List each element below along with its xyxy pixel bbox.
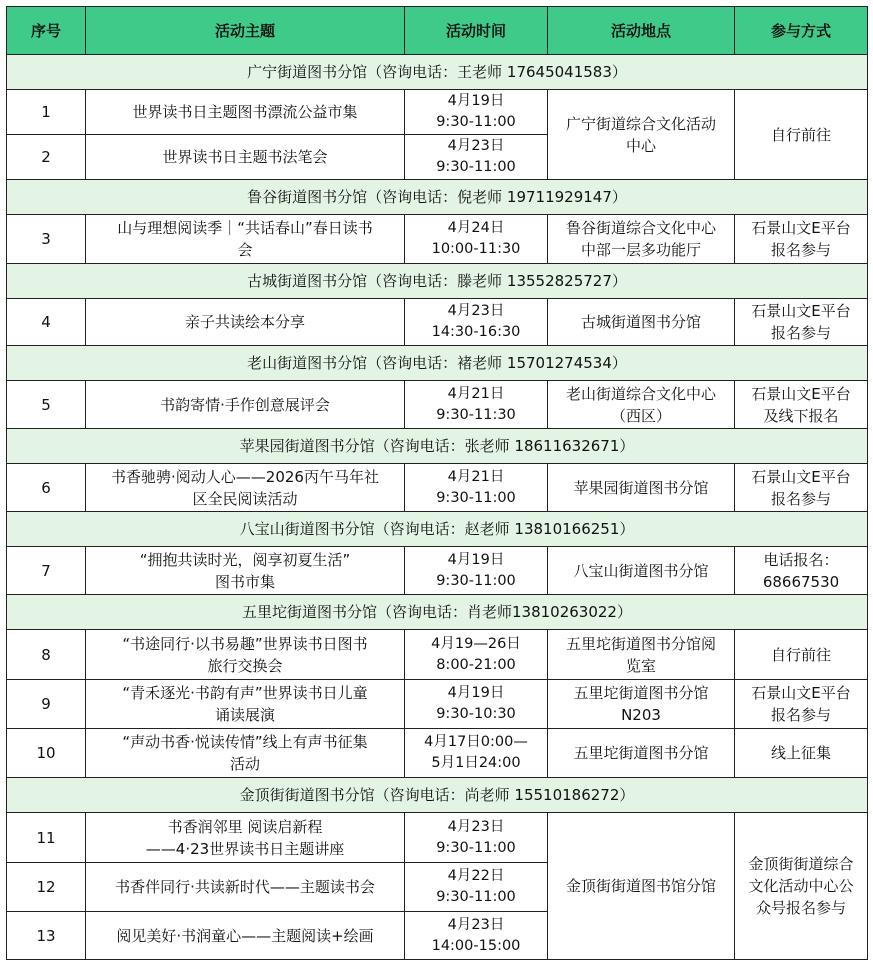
- row-theme: “拥抱共读时光，阅享初夏生活” 图书市集: [86, 547, 405, 595]
- row-no: 10: [7, 729, 86, 778]
- row-no: 1: [7, 90, 86, 135]
- row-place: 五里坨街道图书分馆 N203: [548, 680, 735, 729]
- row-join: 石景山文E平台 报名参与: [735, 464, 868, 512]
- row-time: 4月23日 9:30-11:00: [405, 813, 548, 863]
- row-theme: 山与理想阅读季｜“共话春山”春日读书 会: [86, 215, 405, 264]
- row-place: 五里坨街道图书分馆: [548, 729, 735, 778]
- group-title: 金顶街街道图书分馆（咨询电话：尚老师 15510186272）: [7, 778, 868, 813]
- row-time: 4月21日 9:30-11:00: [405, 464, 548, 512]
- row-theme: “声动书香·悦读传情”线上有声书征集 活动: [86, 729, 405, 778]
- group-row: [7, 346, 868, 381]
- row-no: 11: [7, 813, 86, 863]
- row-join: 金顶街街道综合 文化活动中心公 众号报名参与: [735, 813, 868, 960]
- row-time: 4月23日 9:30-11:00: [405, 135, 548, 180]
- row-no: 4: [7, 299, 86, 346]
- group-row: [7, 512, 868, 547]
- row-place: 五里坨街道图书分馆阅 览室: [548, 630, 735, 680]
- row-place: 广宁街道综合文化活动 中心: [548, 90, 735, 180]
- header-join: 参与方式: [735, 7, 868, 55]
- row-theme: 书香驰骋·阅动人心——2026丙午马年社 区全民阅读活动: [86, 464, 405, 512]
- group-row: [7, 55, 868, 90]
- row-place: 苹果园街道图书分馆: [548, 464, 735, 512]
- group-title: 八宝山街道图书分馆（咨询电话：赵老师 13810166251）: [7, 512, 868, 547]
- group-title: 广宁街道图书分馆（咨询电话：王老师 17645041583）: [7, 55, 868, 90]
- row-join: 石景山文E平台 报名参与: [735, 215, 868, 264]
- row-join: 石景山文E平台 报名参与: [735, 680, 868, 729]
- row-no: 9: [7, 680, 86, 729]
- row-no: 13: [7, 912, 86, 960]
- group-title: 鲁谷街道图书分馆（咨询电话：倪老师 19711929147）: [7, 180, 868, 215]
- row-join: 自行前往: [735, 630, 868, 680]
- table-row: [7, 464, 868, 512]
- row-no: 7: [7, 547, 86, 595]
- header-place: 活动地点: [548, 7, 735, 55]
- row-theme: “书途同行·以书易趣”世界读书日图书 旅行交换会: [86, 630, 405, 680]
- row-time: 4月19日 9:30-11:00: [405, 547, 548, 595]
- row-join: 石景山文E平台 及线下报名: [735, 381, 868, 429]
- row-time: 4月22日 9:30-11:00: [405, 863, 548, 912]
- group-row: [7, 264, 868, 299]
- row-no: 5: [7, 381, 86, 429]
- row-no: 6: [7, 464, 86, 512]
- activity-table: [6, 6, 868, 960]
- row-place: 老山街道综合文化中心 （西区）: [548, 381, 735, 429]
- row-theme: “青禾逐光·书韵有声”世界读书日儿童 诵读展演: [86, 680, 405, 729]
- table-row: [7, 680, 868, 729]
- row-time: 4月23日 14:30-16:30: [405, 299, 548, 346]
- row-join: 自行前往: [735, 90, 868, 180]
- header-no: 序号: [7, 7, 86, 55]
- row-no: 3: [7, 215, 86, 264]
- table-row: [7, 215, 868, 264]
- group-title: 老山街道图书分馆（咨询电话：褚老师 15701274534）: [7, 346, 868, 381]
- group-row: [7, 429, 868, 464]
- row-time: 4月19日 9:30-10:30: [405, 680, 548, 729]
- row-time: 4月23日 14:00-15:00: [405, 912, 548, 960]
- table-row: [7, 813, 868, 863]
- row-place: 金顶街街道图书馆分馆: [548, 813, 735, 960]
- table-row: [7, 90, 868, 135]
- group-row: [7, 595, 868, 630]
- header-row: [7, 7, 868, 55]
- table-row: [7, 729, 868, 778]
- group-title: 苹果园街道图书分馆（咨询电话：张老师 18611632671）: [7, 429, 868, 464]
- row-no: 8: [7, 630, 86, 680]
- table-row: [7, 381, 868, 429]
- row-no: 2: [7, 135, 86, 180]
- header-theme: 活动主题: [86, 7, 405, 55]
- row-theme: 世界读书日主题图书漂流公益市集: [86, 90, 405, 135]
- row-time: 4月19—26日 8:00-21:00: [405, 630, 548, 680]
- row-time: 4月17日0:00— 5月1日24:00: [405, 729, 548, 778]
- row-theme: 书香伴同行·共读新时代——主题读书会: [86, 863, 405, 912]
- row-join: 石景山文E平台 报名参与: [735, 299, 868, 346]
- group-row: [7, 180, 868, 215]
- row-time: 4月21日 9:30-11:30: [405, 381, 548, 429]
- row-theme: 亲子共读绘本分享: [86, 299, 405, 346]
- row-join: 电话报名： 68667530: [735, 547, 868, 595]
- row-theme: 书香润邻里 阅读启新程 ——4·23世界读书日主题讲座: [86, 813, 405, 863]
- header-time: 活动时间: [405, 7, 548, 55]
- row-theme: 世界读书日主题书法笔会: [86, 135, 405, 180]
- group-row: [7, 778, 868, 813]
- row-theme: 书韵寄情·手作创意展评会: [86, 381, 405, 429]
- group-title: 五里坨街道图书分馆（咨询电话：肖老师13810263022）: [7, 595, 868, 630]
- table-row: [7, 547, 868, 595]
- row-theme: 阅见美好·书润童心——主题阅读+绘画: [86, 912, 405, 960]
- row-time: 4月19日 9:30-11:00: [405, 90, 548, 135]
- group-title: 古城街道图书分馆（咨询电话：滕老师 13552825727）: [7, 264, 868, 299]
- table-row: [7, 630, 868, 680]
- table-row: [7, 299, 868, 346]
- row-place: 古城街道图书分馆: [548, 299, 735, 346]
- row-no: 12: [7, 863, 86, 912]
- row-place: 鲁谷街道综合文化中心 中部一层多功能厅: [548, 215, 735, 264]
- row-join: 线上征集: [735, 729, 868, 778]
- row-time: 4月24日 10:00-11:30: [405, 215, 548, 264]
- row-place: 八宝山街道图书分馆: [548, 547, 735, 595]
